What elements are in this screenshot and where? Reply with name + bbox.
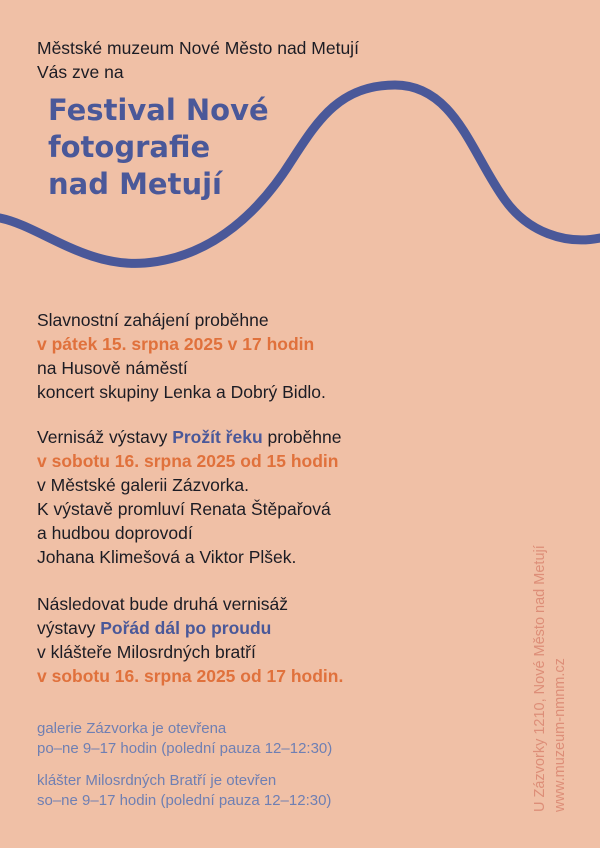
organizer-name: Městské muzeum Nové Město nad Metují [37,38,359,58]
gallery-hours-title: galerie Zázvorka je otevřena [37,720,227,737]
vernissage-1-prefix: Vernisáž výstavy [37,427,173,447]
exhibition-name-1: Prožít řeku [172,427,263,447]
vernissage-2-intro: Následovat bude druhá vernisáž [37,594,288,614]
opening-date: v pátek 15. srpna 2025 v 17 hodin [37,334,315,354]
exhibition-name-2: Pořád dál po proudu [100,618,272,638]
title-line-3: nad Metují [48,167,222,201]
vernissage-1-music: a hudbou doprovodí [37,523,193,543]
vernissage-2-exhibition [37,617,271,639]
title-line-2: fotografie [48,130,211,164]
website-vertical: www.muzeum-nmnm.cz [552,658,568,812]
vernissage-2-place: v klášteře Milosrdných bratří [37,642,256,662]
opening-place: na Husově náměstí [37,358,188,378]
address-vertical: U Zázvorky 1210, Nové Město nad Metují [532,545,548,812]
monastery-hours: so–ne 9–17 hodin (polední pauza 12–12:30) [37,792,332,809]
vernissage-2-date: v sobotu 16. srpna 2025 od 17 hodin. [37,666,344,686]
vernissage-1-suffix: proběhne [262,427,342,447]
vernissage-1-intro [37,426,341,448]
vernissage-1-place: v Městské galerii Zázvorka. [37,475,250,495]
gallery-hours: po–ne 9–17 hodin (polední pauza 12–12:30) [37,740,333,757]
invitation-text: Vás zve na [37,62,124,82]
vernissage-1-date: v sobotu 16. srpna 2025 od 15 hodin [37,451,339,471]
vernissage-1-musicians: Johana Klimešová a Viktor Plšek. [37,547,297,567]
festival-title [48,92,269,203]
opening-intro: Slavnostní zahájení proběhne [37,310,269,330]
vernissage-1-speaker: K výstavě promluví Renata Štěpařová [37,499,331,519]
monastery-hours-title: klášter Milosrdných Bratří je otevřen [37,772,277,789]
title-line-1: Festival Nové [48,93,269,127]
vernissage-2-prefix: výstavy [37,618,101,638]
opening-concert: koncert skupiny Lenka a Dobrý Bidlo. [37,382,326,402]
